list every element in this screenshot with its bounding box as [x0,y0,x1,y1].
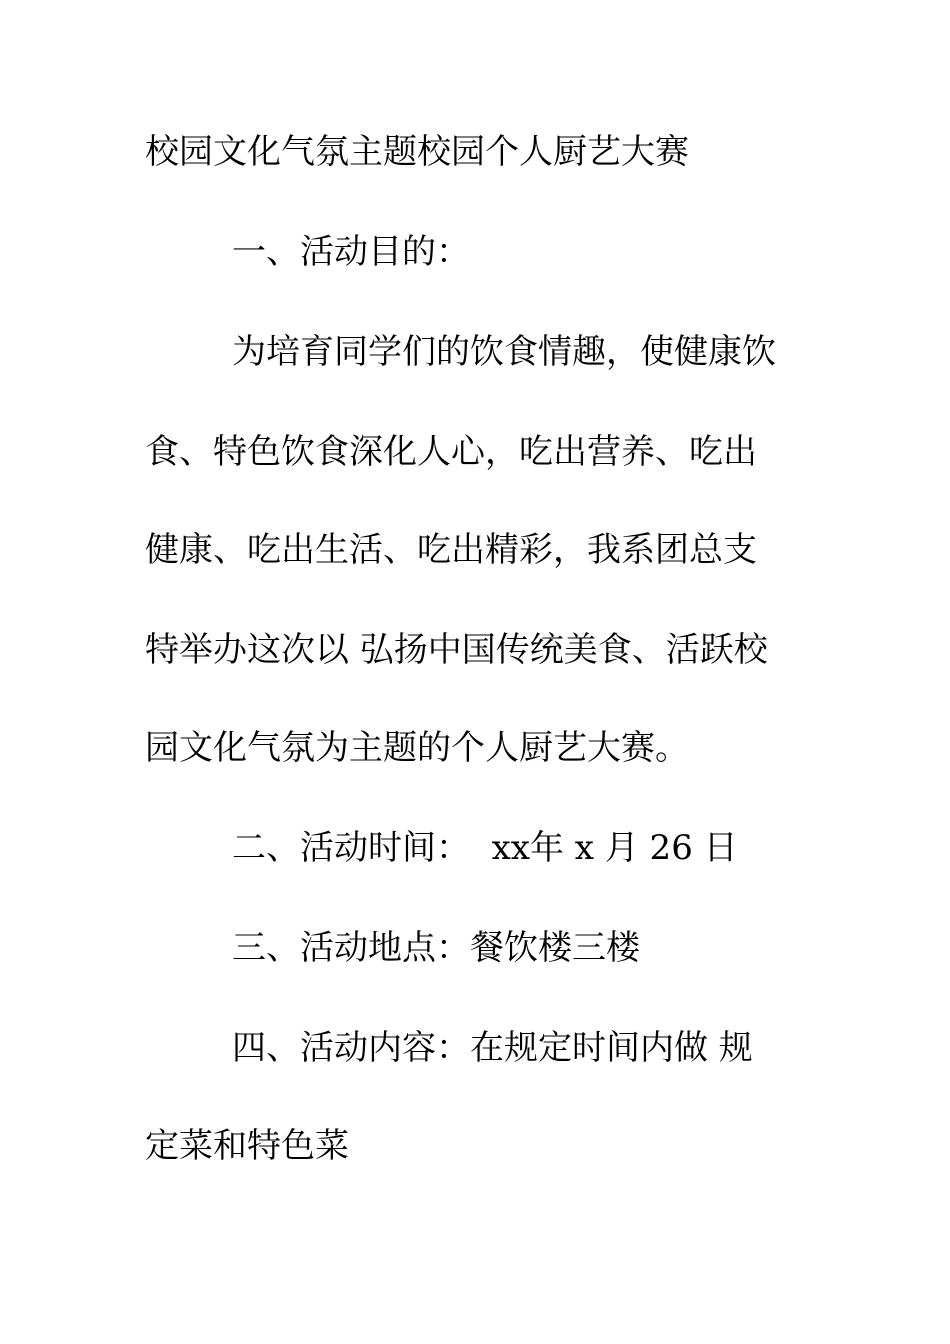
section-content-line: 定菜和特色菜 [145,1126,349,1166]
section-content-line: 四、活动内容：在规定时间内做 规 [232,1028,753,1068]
paragraph-line: 为培育同学们的饮食情趣，使健康饮 [232,332,776,372]
paragraph-line: 园文化气氛为主题的个人厨艺大赛。 [145,728,689,768]
paragraph-line: 特举办这次以 弘扬中国传统美食、活跃校 [145,630,768,670]
paragraph-line: 健康、吃出生活、吃出精彩，我系团总支 [145,530,757,570]
section-location: 三、活动地点：餐饮楼三楼 [232,928,640,968]
document-title: 校园文化气氛主题校园个人厨艺大赛 [145,132,689,172]
paragraph-line: 食、特色饮食深化人心，吃出营养、吃出 [145,432,757,472]
section-time: 二、活动时间： xx年 x 月 26 日 [232,828,738,868]
section-heading-purpose: 一、活动目的： [232,232,470,272]
